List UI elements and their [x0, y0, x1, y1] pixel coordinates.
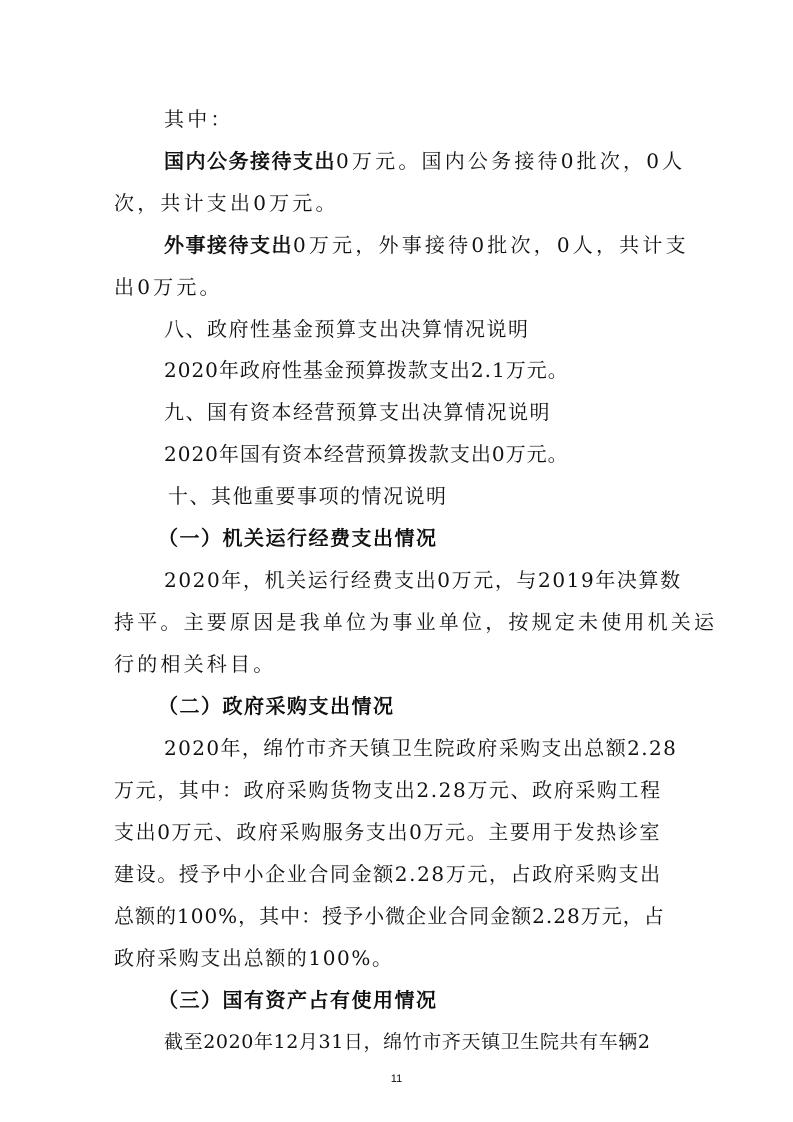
- paragraph-line: [164, 232, 689, 258]
- paragraph-line: 2020年，绵竹市齐天镇卫生院政府采购支出总额2.28: [164, 736, 678, 760]
- paragraph-line: 行的相关科目。: [114, 652, 277, 676]
- paragraph-line: 2020年国有资本经营预算拨款支出0万元。: [164, 442, 569, 466]
- inline-text: 0万元，外事接待0批次，0人，共计支: [293, 233, 689, 257]
- paragraph-line: 2020年政府性基金预算拨款支出2.1万元。: [164, 358, 569, 382]
- section-heading: 九、国有资本经营预算支出决算情况说明: [164, 400, 551, 424]
- paragraph-line: 政府采购支出总额的100%。: [114, 946, 394, 970]
- paragraph-line: 次，共计支出0万元。: [114, 191, 339, 215]
- paragraph-line: 建设。授予中小企业合同金额2.28万元，占政府采购支出: [114, 862, 662, 886]
- section-heading: 十、其他重要事项的情况说明: [168, 484, 448, 508]
- section-heading: 八、政府性基金预算支出决算情况说明: [164, 317, 530, 341]
- paragraph-line: 2020年，机关运行经费支出0万元，与2019年决算数: [164, 568, 682, 592]
- paragraph-line: [164, 148, 686, 174]
- paragraph-line: 其中：: [164, 107, 234, 131]
- inline-text: 0万元。国内公务接待0批次，0人: [336, 149, 686, 173]
- paragraph-line: 总额的100%，其中：授予小微企业合同金额2.28万元，占: [114, 904, 665, 928]
- inline-bold-label: 外事接待支出: [164, 233, 293, 257]
- paragraph-line: 截至2020年12月31日，绵竹市齐天镇卫生院共有车辆2: [164, 1031, 651, 1053]
- subsection-heading: （三）国有资产占有使用情况: [158, 988, 438, 1012]
- subsection-heading: （一）机关运行经费支出情况: [158, 526, 438, 550]
- paragraph-line: 出0万元。: [114, 275, 223, 299]
- page-number: 11: [390, 1073, 403, 1085]
- paragraph-line: 支出0万元、政府采购服务支出0万元。主要用于发热诊室: [114, 820, 662, 844]
- paragraph-line: 万元，其中：政府采购货物支出2.28万元、政府采购工程: [114, 778, 662, 802]
- inline-bold-label: 国内公务接待支出: [164, 149, 336, 173]
- subsection-heading: （二）政府采购支出情况: [158, 694, 395, 718]
- paragraph-line: 持平。主要原因是我单位为事业单位，按规定未使用机关运: [114, 610, 718, 634]
